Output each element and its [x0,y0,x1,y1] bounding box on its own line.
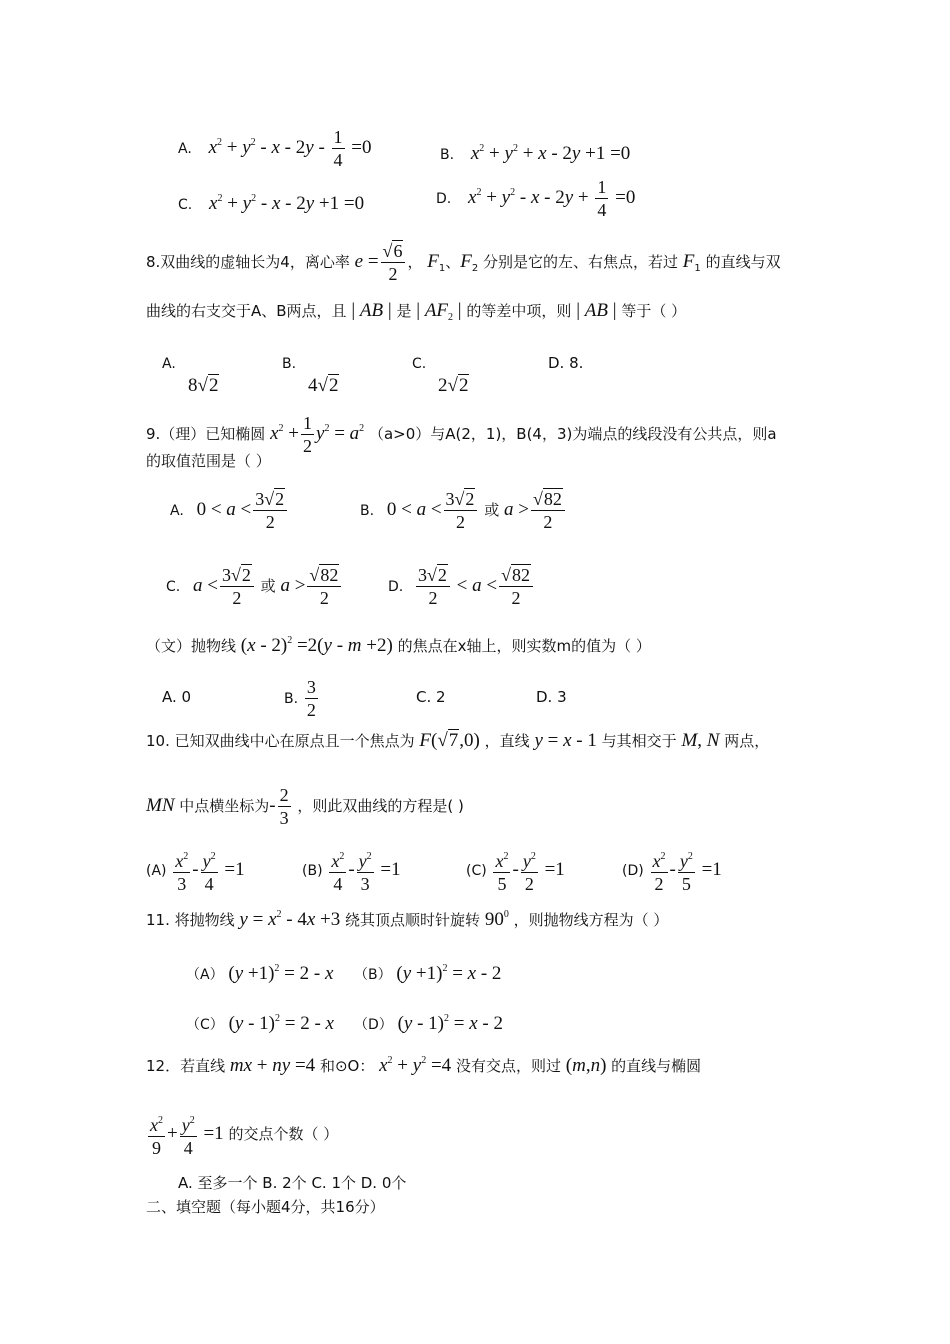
q12-line2: $\frac{x^2}{9}$ + $\frac{y^2}{4}$ =1 的交点个数（ ） [146,1110,338,1159]
q9-option-d: D. $\frac{3√2}{2}$ < a < $\frac{√82}{2}$ [388,564,535,609]
section-2-heading: 二、填空题（每小题4分，共16分） [146,1198,385,1216]
q9-option-a: A. 0 < a < $\frac{3√2}{2}$ [170,488,289,533]
q12-line1: 12．若直线 mx + ny =4 和⊙O： $x^2 + y^2 =4$ 没有交点，则过 (m,n) 的直线与椭圆 [146,1055,702,1076]
q11-option-a: （A） $(y +1)^2 = 2 - x$ [186,963,334,984]
q11-option-c: （C） (y - 1)$^2$ = 2 - x [186,1013,334,1034]
q7-option-c: C. $x^2 + y^2 - x - 2y +1 =0$ [178,193,365,214]
q10-line1: 10. 已知双曲线中心在原点且一个焦点为 F(√7,0) ，直线 y = x - 1 与其相交于 M, N 两点， [146,730,770,751]
q8-line1: 8.双曲线的虚轴长为4，离心率 e = $\frac{√6}{2}$ ， $F_1$、$F_2$ 分别是它的左、右焦点，若过 $F_1$ 的直线与双 [146,241,781,284]
q12-options: A. 至多一个 B. 2个 C. 1个 D. 0个 [178,1174,407,1192]
q10-line2: MN 中点横坐标为- $\frac{2}{3}$ ，则此双曲线的方程是( ) [146,785,464,828]
q9-option-b: B. 0 < a < $\frac{3√2}{2}$ 或 a > $\frac{√82}{2}$ [360,488,567,533]
q8-option-c: C. 2√2 [412,356,469,396]
q7-option-a: A. $x^2 + y^2 - x - 2y$ - $\frac{1}{4}$ =0 [178,127,372,170]
q9-line1: 9.（理）已知椭圆 $x^2$ + $\frac{1}{2}$ $y^2 = a^2$ （a>0）与A(2，1)，B(4，3)为端点的线段没有公共点，则a [146,413,777,456]
q10-option-d: (D) $\frac{x^2}{2}$ - $\frac{y^2}{5}$ =1 [622,846,722,895]
q9-wen-option-d: D. 3 [536,688,567,706]
q8-option-b: B. 4√2 [282,356,339,396]
q9-wen-option-b: B. $\frac{3}{2}$ [284,677,316,720]
q11-option-b: （B） $(y +1)^2 = x - 2$ [354,963,502,984]
q10-option-b: (B) $\frac{x^2}{4}$ - $\frac{y^2}{3}$ =1 [302,846,401,895]
q9-wen-option-c: C. 2 [416,688,446,706]
q7-option-b: B. $x^2 + y^2 + x - 2y +1 =0$ [440,143,631,164]
q8-option-a: A. 8√2 [162,356,219,396]
q9-wen-option-a: A. 0 [162,688,192,706]
q9-option-c: C. a < $\frac{3√2}{2}$ 或 a > $\frac{√82}{2}$ [166,564,343,609]
q11-option-d: （D） (y - 1)$^2$ = x - 2 [354,1013,503,1034]
q10-option-c: (C) $\frac{x^2}{5}$ - $\frac{y^2}{2}$ =1 [466,846,565,895]
q8-line2: 曲线的右支交于A、B两点，且 | AB | 是 | $AF_2$ | 的等差中项，则 | AB | 等于（ ） [146,300,687,323]
q8-option-d: D. 8. [548,354,584,372]
q9-wen-line: （文）抛物线 (x - 2)$^2$ =2(y - m +2) 的焦点在x轴上，则实数m的值为（ ） [146,635,651,656]
q9-line2: 的取值范围是（ ） [146,452,271,470]
q11-line1: 11. 将抛物线 $y = x^2 - 4x +3$ 绕其顶点顺时针旋转 $90^0$ ，则抛物线方程为（ ） [146,909,669,930]
q7-option-d: D. $x^2 + y^2 - x - 2y$ + $\frac{1}{4}$ =0 [436,177,636,220]
q10-option-a: (A) $\frac{x^2}{3}$ - $\frac{y^2}{4}$ =1 [146,846,245,895]
